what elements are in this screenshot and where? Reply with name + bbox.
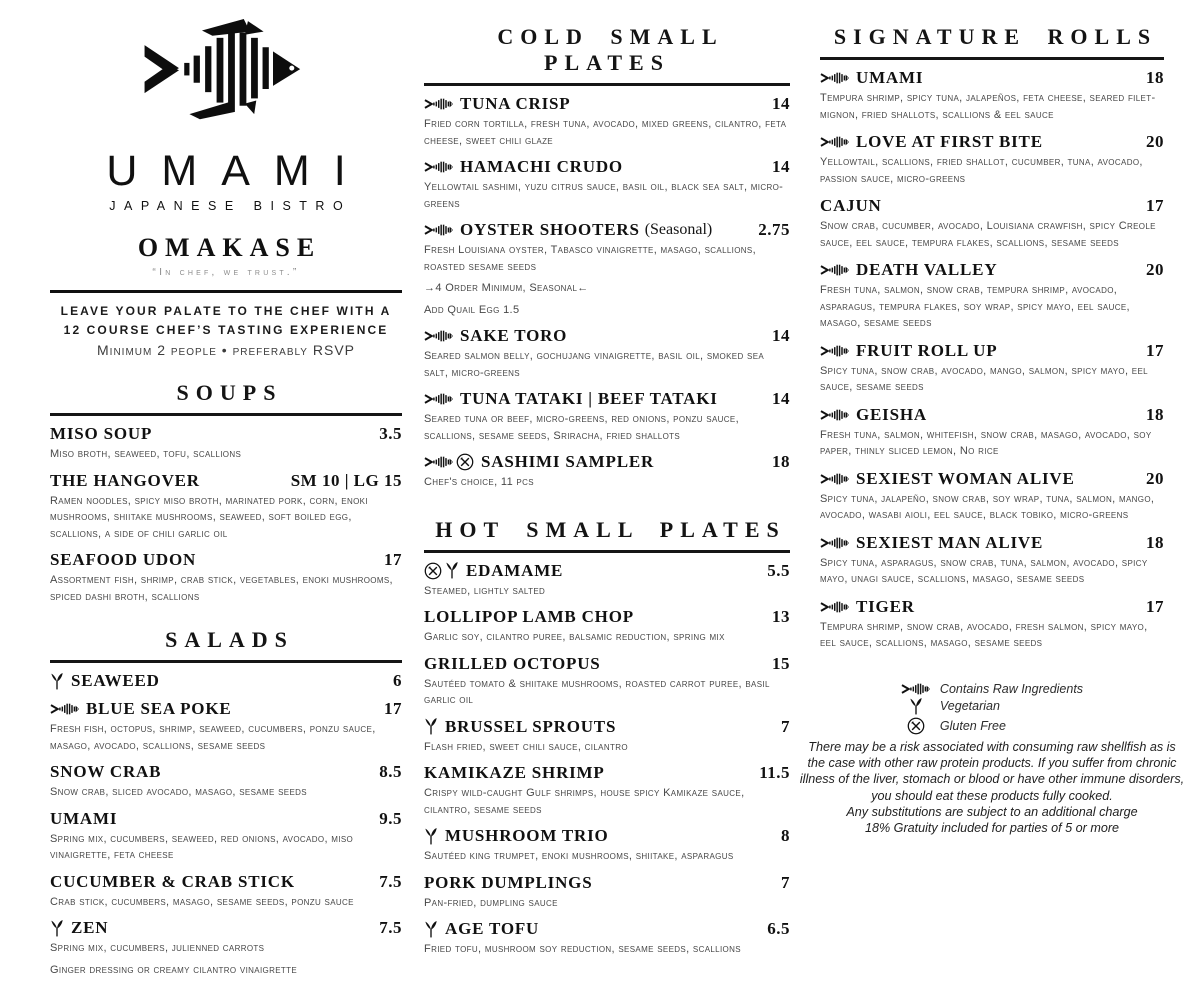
item-icons bbox=[50, 673, 64, 690]
menu-item bbox=[820, 68, 1164, 123]
item-price: 9.5 bbox=[379, 808, 402, 828]
legend-icon bbox=[901, 698, 931, 715]
raw-fish-icon bbox=[820, 263, 849, 277]
menu-item bbox=[424, 873, 790, 912]
vegetarian-icon bbox=[445, 562, 459, 579]
item-description: Spring mix, cucumbers, seaweed, red onions, avocado, miso vinaigrette, feta cheese bbox=[50, 832, 354, 862]
raw-fish-icon bbox=[424, 329, 453, 343]
item-description: Fresh fish, octopus, shrimp, seaweed, cucumbers, ponzu sauce, masago, avocado, scallions, sesame seeds bbox=[50, 723, 376, 752]
menu-item bbox=[50, 809, 402, 864]
menu-item-header bbox=[50, 918, 402, 938]
raw-fish-icon bbox=[820, 536, 849, 550]
vegetarian-icon bbox=[424, 828, 438, 845]
item-icons bbox=[424, 160, 453, 174]
menu-item bbox=[424, 826, 790, 865]
menu-item bbox=[424, 326, 790, 381]
item-price: 14 bbox=[772, 389, 790, 408]
raw-fish-icon bbox=[820, 135, 849, 149]
menu-item bbox=[424, 717, 790, 756]
menu-item bbox=[820, 132, 1164, 187]
tagline-line-3: Minimum 2 people • preferably RSVP bbox=[97, 342, 355, 359]
vegetarian-icon bbox=[50, 920, 64, 937]
item-price: 14 bbox=[772, 94, 790, 113]
menu-item bbox=[424, 763, 790, 818]
legend-icon bbox=[901, 717, 931, 735]
menu-item-header bbox=[424, 220, 790, 240]
item-icons bbox=[424, 828, 438, 845]
section-signature-rolls bbox=[820, 24, 1164, 652]
item-price: 18 bbox=[1146, 404, 1164, 424]
item-name: FRUIT ROLL UP bbox=[856, 340, 998, 360]
raw-fish-icon bbox=[820, 600, 849, 614]
tagline-line-2: 12 COURSE CHEF’S TASTING EXPERIENCE bbox=[63, 322, 389, 337]
item-price: 20 bbox=[1146, 468, 1164, 488]
item-price: SM 10 | LG 15 bbox=[290, 470, 402, 490]
legend-label: Contains Raw Ingredients bbox=[939, 681, 1084, 696]
section-title: SIGNATURE ROLLS bbox=[833, 24, 1158, 49]
menu-item-header bbox=[50, 671, 402, 691]
item-name: BRUSSEL SPROUTS bbox=[445, 716, 617, 736]
vegetarian-icon bbox=[909, 698, 923, 715]
item-description: Seared salmon belly, gochujang vinaigrette, basil oil, smoked sea salt, micro-greens bbox=[424, 350, 765, 379]
menu-item-header bbox=[424, 94, 790, 114]
gluten-free-icon bbox=[424, 562, 442, 580]
section-rule bbox=[424, 83, 790, 86]
item-name: SEXIEST WOMAN ALIVE bbox=[856, 468, 1075, 488]
menu-item bbox=[424, 157, 790, 212]
vegetarian-icon bbox=[424, 921, 438, 938]
menu-item bbox=[50, 699, 402, 754]
item-description: Chef's choice, 11 pcs bbox=[424, 476, 534, 488]
item-price: 17 bbox=[1146, 596, 1164, 616]
menu-item bbox=[50, 471, 402, 543]
menu-item-header bbox=[424, 452, 790, 472]
item-name: TUNA TATAKI | BEEF TATAKI bbox=[460, 389, 718, 408]
disclaimer-line: There may be a risk associated with consuming raw shellfish as is the case with other raw protein products. If you suffer from chronic illness of the liver, stomach or blood or have other immune disorders, you should eat these products fully cooked. bbox=[799, 739, 1185, 803]
menu-item bbox=[820, 597, 1164, 652]
menu-item-header bbox=[50, 471, 402, 491]
item-name: THE HANGOVER bbox=[50, 470, 200, 490]
item-price: 5.5 bbox=[767, 560, 790, 580]
item-icons bbox=[820, 71, 849, 85]
item-price: 15 bbox=[772, 653, 790, 673]
item-price: 8 bbox=[781, 826, 790, 845]
item-icons bbox=[820, 600, 849, 614]
brand-block bbox=[50, 18, 402, 358]
menu-item-header bbox=[424, 157, 790, 177]
item-description: Spring mix, cucumbers, julienned carrots bbox=[50, 942, 265, 955]
item-price: 17 bbox=[1146, 340, 1164, 360]
item-price: 17 bbox=[1146, 196, 1164, 215]
disclaimer-line: Any substitutions are subject to an additional charge bbox=[846, 804, 1138, 819]
section-title: COLD SMALL PLATES bbox=[497, 24, 724, 75]
menu-item bbox=[424, 220, 790, 318]
item-name: KAMIKAZE SHRIMP bbox=[424, 763, 605, 782]
item-icons bbox=[820, 263, 849, 277]
item-description: Snow crab, sliced avocado, masago, sesame seeds bbox=[50, 786, 307, 799]
left-column bbox=[50, 14, 402, 983]
legend-item bbox=[901, 698, 1083, 715]
raw-fish-icon bbox=[424, 223, 453, 237]
item-icons bbox=[424, 223, 453, 237]
item-description: Assortment fish, shrimp, crab stick, vegetables, enoki mushrooms, spiced dashi broth, scallions bbox=[50, 574, 393, 603]
item-price: 17 bbox=[384, 550, 402, 570]
menu-item bbox=[424, 94, 790, 149]
item-price: 6.5 bbox=[767, 919, 790, 938]
omakase-title: OMAKASE bbox=[137, 233, 322, 262]
menu-item-header bbox=[820, 196, 1164, 216]
item-description: Add Quail Egg 1.5 bbox=[424, 303, 520, 316]
section-title: SOUPS bbox=[176, 380, 283, 406]
menu-item-header bbox=[424, 389, 790, 409]
right-column bbox=[799, 24, 1185, 837]
item-description: Fried tofu, mushroom soy reduction, sesame seeds, scallions bbox=[424, 943, 741, 955]
item-description: Fresh Louisiana oyster, Tabasco vinaigrette, masago, scallions, roasted sesame seeds bbox=[424, 244, 757, 273]
menu-item-header bbox=[424, 607, 790, 627]
raw-fish-icon bbox=[820, 408, 849, 422]
item-description: Tempura shrimp, snow crab, avocado, fresh salmon, spicy mayo, eel sauce, scallions, masago, sesame seeds bbox=[820, 620, 1148, 649]
item-name: MUSHROOM TRIO bbox=[445, 826, 609, 845]
item-description: Ramen noodles, spicy miso broth, marinated pork, corn, enoki mushrooms, shiitake mushrooms, seaweed, soft boiled egg, scallions, a side of chili garlic oil bbox=[50, 494, 368, 540]
menu-item-header bbox=[424, 873, 790, 893]
item-price: 6 bbox=[393, 671, 402, 691]
menu-item-header bbox=[424, 919, 790, 939]
item-icons bbox=[424, 97, 453, 111]
vegetarian-icon bbox=[50, 673, 64, 690]
brand-subtitle: JAPANESE BISTRO bbox=[109, 199, 352, 213]
item-name: SEAFOOD UDON bbox=[50, 550, 197, 570]
menu-item-header bbox=[50, 762, 402, 782]
item-icons bbox=[820, 472, 849, 486]
item-name: OYSTER SHOOTERS bbox=[460, 220, 640, 239]
menu-item-header bbox=[820, 533, 1164, 553]
item-description: Ginger dressing or creamy cilantro vinaigrette bbox=[50, 963, 298, 976]
section-soups bbox=[50, 380, 402, 605]
item-price: 7.5 bbox=[379, 918, 402, 938]
menu-item bbox=[50, 762, 402, 801]
menu-item-header bbox=[820, 597, 1164, 617]
item-name: SAKE TORO bbox=[460, 326, 568, 345]
item-description: Garlic soy, cilantro puree, balsamic reduction, spring mix bbox=[424, 631, 725, 643]
item-price: 8.5 bbox=[379, 762, 402, 782]
item-description: Yellowtail sashimi, yuzu citrus sauce, basil oil, black sea salt, micro-greens bbox=[424, 181, 784, 210]
menu-item bbox=[424, 919, 790, 958]
section-rule bbox=[424, 550, 790, 553]
item-description: Pan-fried, dumpling sauce bbox=[424, 896, 558, 909]
item-name: ZEN bbox=[71, 918, 109, 938]
menu-item bbox=[820, 533, 1164, 588]
item-price: 7.5 bbox=[379, 871, 402, 891]
item-price: 2.75 bbox=[758, 220, 790, 239]
item-price: 20 bbox=[1146, 132, 1164, 151]
item-price: 18 bbox=[1146, 532, 1164, 552]
item-price: 13 bbox=[772, 607, 790, 626]
item-price: 18 bbox=[772, 452, 790, 471]
item-description: Seared tuna or beef, micro-greens, red onions, ponzu sauce, scallions, sesame seeds, Sriracha, fried shallots bbox=[424, 413, 740, 442]
item-description: Crab stick, cucumbers, masago, sesame seeds, ponzu sauce bbox=[50, 895, 354, 908]
item-name: EDAMAME bbox=[466, 560, 564, 580]
menu-item bbox=[50, 872, 402, 911]
raw-fish-icon bbox=[820, 344, 849, 358]
menu-item bbox=[820, 405, 1164, 460]
item-name: GRILLED OCTOPUS bbox=[424, 653, 601, 673]
item-icons bbox=[820, 135, 849, 149]
raw-fish-icon bbox=[424, 392, 453, 406]
item-icons bbox=[424, 718, 438, 735]
item-name: UMAMI bbox=[856, 68, 924, 87]
item-icons bbox=[424, 392, 453, 406]
item-description: Snow crab, cucumber, avocado, Louisiana crawfish, spicy Creole sauce, eel sauce, tempura flakes, scallions, sesame seeds bbox=[820, 220, 1156, 249]
item-description: Tempura shrimp, spicy tuna, jalapeños, feta cheese, seared filet-mignon, fried shallots, scallions & eel sauce bbox=[820, 92, 1156, 121]
legend-item bbox=[901, 717, 1083, 735]
item-name: UMAMI bbox=[50, 808, 118, 828]
section-title: HOT SMALL PLATES bbox=[435, 516, 786, 542]
menu-item-header bbox=[424, 826, 790, 846]
item-description: Spicy tuna, jalapeño, snow crab, soy wrap, tuna, salmon, mango, avocado, wasabi aioli, eel sauce, black tobiko, micro-greens bbox=[820, 492, 1155, 521]
menu-item-header bbox=[424, 561, 790, 581]
item-price: 3.5 bbox=[379, 424, 402, 444]
item-name: TUNA CRISP bbox=[460, 94, 571, 113]
menu-item-header bbox=[820, 405, 1164, 425]
legend-label: Vegetarian bbox=[939, 699, 1000, 713]
menu-item-header bbox=[50, 424, 402, 444]
item-name: AGE TOFU bbox=[445, 919, 540, 938]
item-icons bbox=[424, 921, 438, 938]
item-price: 11.5 bbox=[759, 763, 790, 782]
item-icons bbox=[820, 344, 849, 358]
disclaimer-line: 18% Gratuity included for parties of 5 or more bbox=[864, 821, 1120, 836]
menu-item-header bbox=[424, 763, 790, 783]
item-description: →4 Order Minimum, Seasonal← bbox=[424, 282, 589, 294]
tagline-line-1: LEAVE YOUR PALATE TO THE CHEF WITH A bbox=[60, 304, 392, 318]
raw-fish-icon bbox=[424, 97, 453, 111]
item-description: Sautéed king trumpet, enoki mushrooms, shiitake, asparagus bbox=[424, 850, 734, 862]
menu-item-header bbox=[820, 132, 1164, 152]
item-name: HAMACHI CRUDO bbox=[460, 157, 623, 176]
menu-item-header bbox=[50, 550, 402, 570]
item-name: PORK DUMPLINGS bbox=[424, 872, 593, 892]
legend-icon bbox=[901, 682, 931, 696]
menu-item-header bbox=[820, 260, 1164, 280]
item-description: Sautéed tomato & shiitake mushrooms, roasted carrot puree, basil garlic oil bbox=[424, 677, 770, 706]
menu-item bbox=[820, 469, 1164, 524]
item-name: GEISHA bbox=[856, 404, 927, 424]
item-icons bbox=[820, 536, 849, 550]
item-price: 18 bbox=[1146, 68, 1164, 87]
disclaimer bbox=[799, 739, 1185, 837]
item-name: CAJUN bbox=[820, 196, 882, 215]
item-description: Spicy tuna, asparagus, snow crab, tuna, salmon, avocado, spicy mayo, unagi sauce, scallions, masago, sesame seeds bbox=[820, 556, 1148, 585]
menu-item bbox=[50, 424, 402, 463]
section-title: SALADS bbox=[165, 627, 294, 653]
item-description: Miso broth, seaweed, tofu, scallions bbox=[50, 448, 242, 461]
gluten-free-icon bbox=[907, 717, 925, 735]
menu-item bbox=[820, 196, 1164, 251]
item-icons bbox=[424, 453, 474, 471]
item-name: SNOW CRAB bbox=[50, 762, 162, 782]
item-name: LOVE AT FIRST BITE bbox=[856, 132, 1043, 151]
raw-fish-icon bbox=[424, 455, 453, 469]
item-price: 14 bbox=[772, 326, 790, 345]
item-icons bbox=[820, 408, 849, 422]
item-name-note: (Seasonal) bbox=[644, 221, 713, 238]
menu-item-header bbox=[50, 809, 402, 829]
item-icons bbox=[50, 920, 64, 937]
menu-item bbox=[424, 607, 790, 646]
omakase-quote: “In chef, we trust.” bbox=[152, 266, 300, 278]
menu-item-header bbox=[424, 326, 790, 346]
section-cold-small-plates bbox=[424, 24, 790, 491]
menu-item bbox=[424, 654, 790, 709]
item-icons bbox=[50, 702, 79, 716]
section-rule bbox=[820, 57, 1164, 60]
brand-name: UMAMI bbox=[106, 147, 370, 195]
raw-fish-icon bbox=[901, 682, 930, 696]
menu-item-header bbox=[820, 469, 1164, 489]
item-name: BLUE SEA POKE bbox=[86, 699, 232, 719]
raw-fish-icon bbox=[424, 160, 453, 174]
item-description: Fried corn tortilla, fresh tuna, avocado, mixed greens, cilantro, feta cheese, sweet chili glaze bbox=[424, 118, 787, 147]
item-name: LOLLIPOP LAMB CHOP bbox=[424, 607, 634, 626]
legend-item bbox=[901, 682, 1083, 696]
section-rule bbox=[50, 413, 402, 416]
menu-item-header bbox=[820, 68, 1164, 88]
menu-item bbox=[50, 918, 402, 978]
item-description: Yellowtail, scallions, fried shallot, cucumber, tuna, avocado, passion sauce, micro-greens bbox=[820, 156, 1143, 185]
item-icons bbox=[424, 562, 459, 580]
section-rule bbox=[50, 660, 402, 663]
menu-item-header bbox=[424, 717, 790, 737]
item-description: Crispy wild-caught Gulf shrimps, house spicy Kamikaze sauce, cilantro, sesame seeds bbox=[424, 787, 745, 816]
menu-item-header bbox=[50, 872, 402, 892]
icon-legend bbox=[901, 682, 1083, 735]
legend-label: Gluten Free bbox=[939, 718, 1006, 733]
item-name: DEATH VALLEY bbox=[856, 260, 998, 279]
item-description: Fresh tuna, salmon, whitefish, snow crab, masago, avocado, soy paper, thinly sliced lemon, No rice bbox=[820, 428, 1152, 457]
item-name: SEXIEST MAN ALIVE bbox=[856, 532, 1044, 552]
item-name: TIGER bbox=[856, 596, 915, 616]
brand-divider bbox=[50, 290, 402, 293]
item-description: Fresh tuna, salmon, snow crab, tempura shrimp, avocado, asparagus, tempura flakes, soy wrap, spicy mayo, eel sauce, masago, sesame seeds bbox=[820, 284, 1130, 329]
raw-fish-icon bbox=[50, 702, 79, 716]
item-description: Steamed, lightly salted bbox=[424, 584, 546, 597]
item-description: Flash fried, sweet chili sauce, cilantro bbox=[424, 740, 628, 753]
section-salads bbox=[50, 627, 402, 978]
menu-item bbox=[50, 550, 402, 605]
vegetarian-icon bbox=[424, 718, 438, 735]
menu-item bbox=[820, 260, 1164, 332]
menu-item bbox=[424, 452, 790, 491]
gluten-free-icon bbox=[456, 453, 474, 471]
menu-item-header bbox=[820, 341, 1164, 361]
item-description: Spicy tuna, snow crab, avocado, mango, salmon, spicy mayo, eel sauce, sesame seeds bbox=[820, 364, 1148, 393]
raw-fish-icon bbox=[820, 472, 849, 486]
menu-item-header bbox=[50, 699, 402, 719]
item-price: 20 bbox=[1146, 260, 1164, 279]
item-icons bbox=[424, 329, 453, 343]
item-name: CUCUMBER & CRAB STICK bbox=[50, 871, 295, 891]
item-name: SASHIMI SAMPLER bbox=[481, 452, 655, 471]
item-price: 17 bbox=[384, 699, 402, 719]
menu-item bbox=[424, 389, 790, 444]
item-price: 7 bbox=[781, 872, 790, 892]
item-name: MISO SOUP bbox=[50, 424, 153, 444]
item-price: 7 bbox=[781, 716, 790, 736]
item-price: 14 bbox=[772, 157, 790, 176]
item-name: SEAWEED bbox=[71, 671, 160, 691]
middle-column bbox=[424, 24, 790, 963]
raw-fish-icon bbox=[820, 71, 849, 85]
omakase-tagline bbox=[50, 302, 402, 339]
menu-item bbox=[50, 671, 402, 691]
section-hot-small-plates bbox=[424, 517, 790, 958]
menu-item bbox=[820, 341, 1164, 396]
umami-fish-logo bbox=[137, 18, 315, 141]
menu-item-header bbox=[424, 654, 790, 674]
menu-item bbox=[424, 561, 790, 600]
